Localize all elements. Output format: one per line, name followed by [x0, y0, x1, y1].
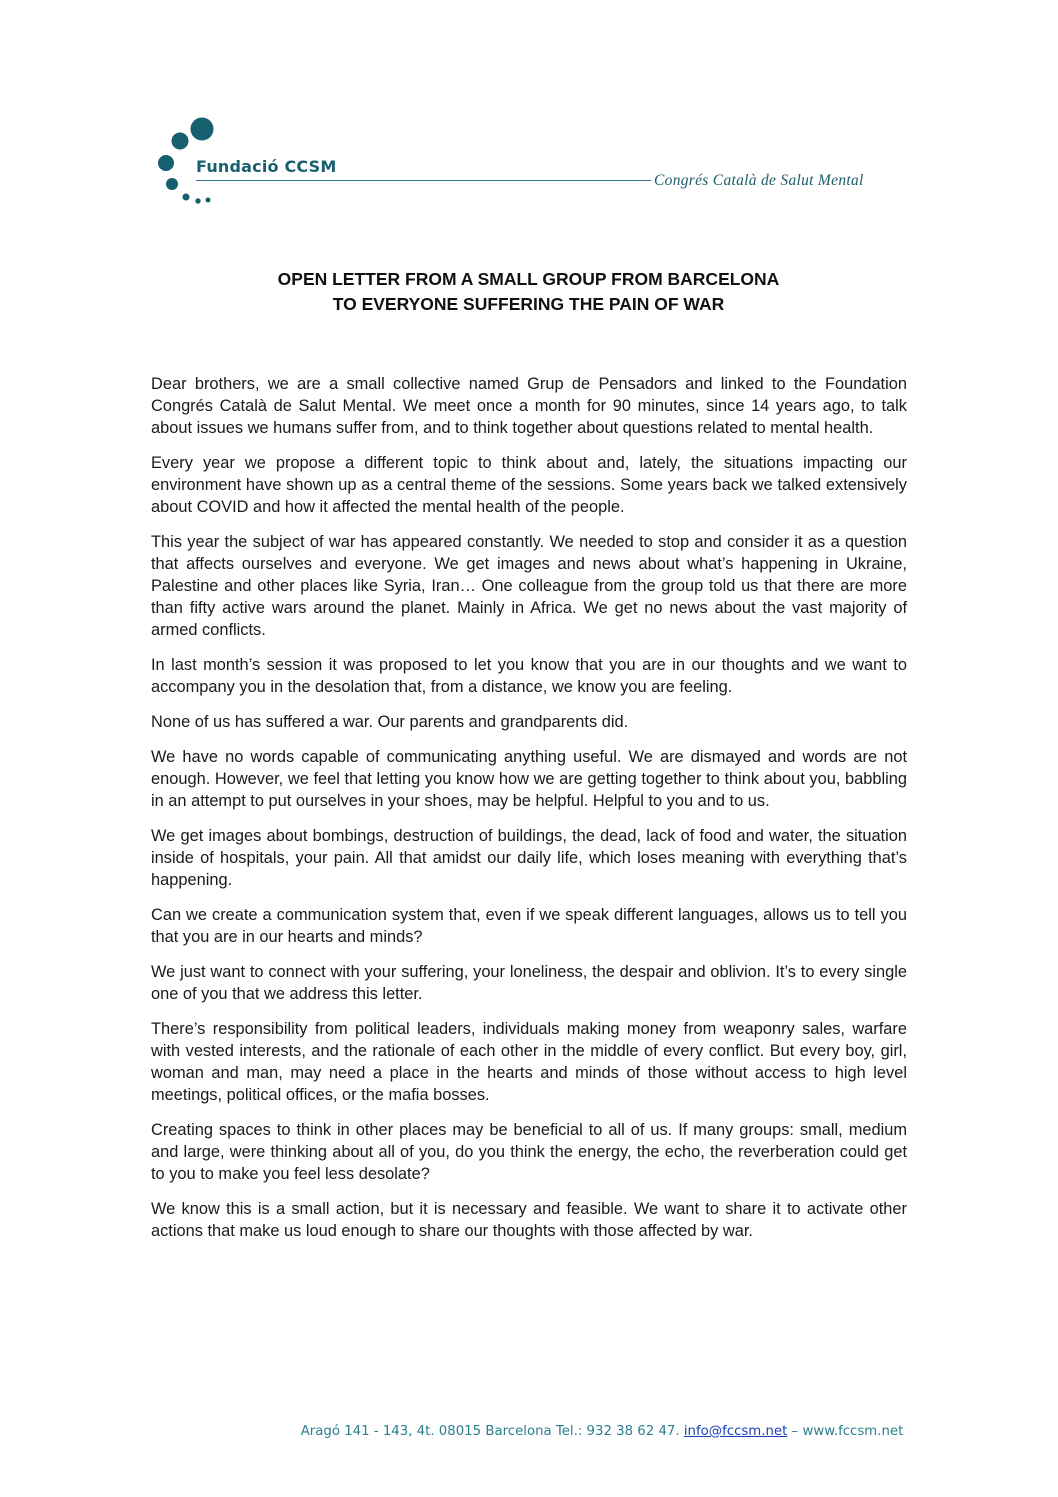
paragraph-1: Dear brothers, we are a small collective named Grup de Pensadors and linked to the Foundation Congrés Català de Salut Mental. We meet once a month for 90 minutes, since 14 years ago, to talk about issues we humans suffer from, and to think together about questions related to mental health.	[151, 375, 907, 437]
title-line-2: TO EVERYONE SUFFERING THE PAIN OF WAR	[332, 294, 725, 314]
paragraph-9: We just want to connect with your suffering, your loneliness, the despair and oblivion. It’s to every single one of you that we address this letter.	[151, 963, 907, 1003]
letterhead	[0, 0, 1058, 220]
paragraph-11: Creating spaces to think in other places may be beneficial to all of us. If many groups: small, medium and large, were thinking about all of you, do you think the energy, the echo, the reverberation could get to you to make you feel less desolate?	[151, 1121, 907, 1183]
paragraph-12: We know this is a small action, but it is necessary and feasible. We want to share it to activate other actions that make us loud enough to share our thoughts with those affected by war.	[151, 1200, 907, 1240]
title-line-1: OPEN LETTER FROM A SMALL GROUP FROM BARCELONA	[277, 269, 780, 289]
paragraph-2: Every year we propose a different topic to think about and, lately, the situations impacting our environment have shown up as a central theme of the sessions. Some years back we talked extensively about COVID and how it affected the mental health of the people.	[151, 454, 907, 516]
brand-name: Fundació CCSM	[196, 157, 337, 176]
letter-title	[150, 267, 907, 317]
brand-tagline: Congrés Català de Salut Mental	[654, 172, 864, 189]
header-rule	[196, 180, 651, 181]
footer-email-link[interactable]: info@fccsm.net	[683, 1424, 788, 1439]
footer-website: www.fccsm.net	[802, 1424, 904, 1439]
paragraph-4: In last month’s session it was proposed to let you know that you are in our thoughts and we want to accompany you in the desolation that, from a distance, we know you are feeling.	[151, 656, 907, 696]
paragraph-10: There’s responsibility from political leaders, individuals making money from weaponry sales, warfare with vested interests, and the rationale of each other in the middle of every conflict. But every boy, girl, woman and man, may need a place in the hearts and minds of those without access to high level meetings, political offices, or the mafia bosses.	[151, 1020, 907, 1104]
paragraph-6: We have no words capable of communicating anything useful. We are dismayed and words are not enough. However, we feel that letting you know how we are getting together to think about you, babbling in an attempt to put ourselves in your shoes, may be helpful. Helpful to you and to us.	[151, 748, 907, 810]
paragraph-5: None of us has suffered a war. Our parents and grandparents did.	[151, 713, 629, 731]
paragraph-3: This year the subject of war has appeared constantly. We needed to stop and consider it as a question that affects ourselves and everyone. We get images and news about what’s happening in Ukraine, Palestine and other places like Syria, Iran… One colleague from the group told us that there are more than fifty active wars around the planet. Mainly in Africa. We get no news about the vast majority of armed conflicts.	[151, 533, 907, 639]
footer-separator: –	[791, 1424, 799, 1439]
paragraph-8: Can we create a communication system that, even if we speak different languages, allows us to tell you that you are in our hearts and minds?	[151, 906, 907, 946]
letter-body	[151, 373, 907, 1255]
paragraph-7: We get images about bombings, destruction of buildings, the dead, lack of food and water, the situation inside of hospitals, your pain. All that amidst our daily life, which loses meaning with everything that’s happening.	[151, 827, 907, 889]
page-footer	[0, 1424, 1058, 1439]
footer-address: Aragó 141 - 143, 4t. 08015 Barcelona Tel.: 932 38 62 47.	[300, 1424, 680, 1439]
